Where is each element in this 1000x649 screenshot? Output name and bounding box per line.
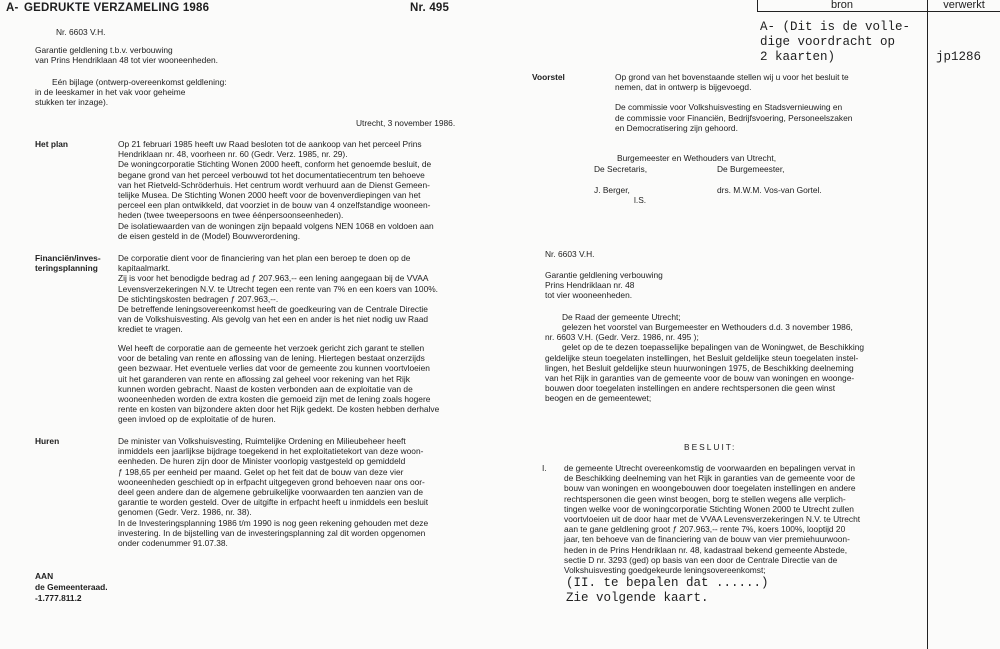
besluit-heading: BESLUIT: — [684, 442, 737, 452]
left-attachment-line: in de leeskamer in het vak voor geheime — [35, 87, 186, 98]
burgemeester-title: De Burgemeester, — [717, 164, 785, 174]
body-line: Hendriklaan nr. 48, voorheen nr. 60 (Gedr. Verz. 1985, nr. 29). — [118, 149, 348, 160]
left-subject-line: Garantie geldlening t.b.v. verbouwing — [35, 45, 173, 55]
body-line: ƒ 198,65 per eenheid per maand. Gelet op het feit dat de bouw van deze vier — [118, 466, 404, 477]
left-attachment-line: Eén bijlage (ontwerp-overeenkomst geldlening: — [52, 77, 227, 87]
stamp-note-line: dige voordracht op — [760, 35, 896, 49]
body-line: rente en kosten van bijzondere akten door het Rijk gedekt. De kosten hebben derhalve — [118, 404, 440, 415]
section-body-het-plan — [118, 139, 434, 241]
body-line: deel geen andere dan de algemene gebruikelijke voorwaarden ten aanzien van de — [118, 487, 423, 498]
body-line: de gemeente Utrecht overeenkomstig de voorwaarden en bepalingen vervat in — [564, 463, 855, 473]
body-line: onder codenummer 91.07.38. — [118, 538, 228, 549]
body-line: wooneenheden worden de extra kosten die gemoeid zijn met de lening zoals hogere — [118, 394, 431, 405]
body-line: uit het garanderen van rente en aflossing zal geheel voor rekening van het Rijk — [118, 373, 410, 384]
body-line: geldelijke steun toegelaten instellingen, het Besluit geldelijke steun toegelaten instel- — [545, 352, 859, 363]
stamp-column-line — [927, 0, 928, 649]
secretaris-sub: l.S. — [634, 195, 647, 205]
body-line: de Beschikking deelneming van het Rijk in garanties van de gemeente voor de — [564, 473, 855, 484]
body-line: Op grond van het bovenstaande stellen wij u voor het besluit te — [615, 72, 849, 82]
body-line: van het Rietveld-Schröderhuis. Het centrum wordt verhuurd aan de Dienst Gemeen- — [118, 179, 430, 190]
typed-line: Zie volgende kaart. — [566, 591, 709, 605]
body-line: lingen, het Besluit geldelijke steun huurwoningen 1975, de Beschikking deelneming — [545, 362, 854, 373]
stamp-code: jp1286 — [936, 50, 982, 64]
header-number: Nr. 495 — [410, 2, 450, 14]
body-line: kunnen worden gebracht. Naast de kosten verbonden aan de exploitatie van de — [118, 383, 413, 394]
body-line: heden (twee tweepersoons en twee éénpersoonseenheden). — [118, 210, 344, 221]
body-line: Levensverzekeringen N.V. te Utrecht tegen een rente van 7% en een koers van 100%. — [118, 283, 439, 294]
body-line: sectie D nr. 3293 (ged) op basis van een door de Centrale Directie van de — [564, 554, 838, 565]
body-line: De commissie voor Volkshuisvesting en Stadsvernieuwing en — [615, 102, 843, 113]
body-line: geen bezwaar. Het eventuele verlies dat voor de gemeente zou kunnen voortvloeien — [118, 363, 430, 374]
body-line: geen invloed op de exploitatie of de huren. — [118, 414, 276, 425]
body-line: kapitaalmarkt. — [118, 263, 171, 274]
typed-line: (II. te bepalen dat ......) — [566, 576, 769, 590]
right-subject — [545, 270, 663, 301]
left-subject-line: van Prins Hendriklaan 48 tot vier wooneenheden. — [35, 55, 218, 66]
body-line: investering. In de bijstelling van de investeringsplanning zal dit worden opgenomen — [118, 527, 426, 538]
right-reference: Nr. 6603 V.H. — [545, 249, 595, 259]
body-line: krediet te vragen. — [118, 324, 183, 335]
addressee-line: -1.777.811.2 — [35, 593, 82, 603]
section-body-huren — [118, 436, 428, 548]
stamp-col-bron: bron — [830, 0, 854, 11]
body-line: gelet op de te dezen toepasselijke bepalingen van de Woningwet, de Beschikking — [562, 342, 865, 353]
burgemeester-name: drs. M.W.M. Vos-van Gortel. — [717, 185, 822, 195]
body-line: tingen welke voor de woningcorporatie Stichting Wonen 2000 te Utrecht zullen — [564, 503, 854, 514]
secretaris-name: J. Berger, — [594, 185, 630, 195]
signoff: Burgemeester en Wethouders van Utrecht, — [617, 153, 777, 163]
body-line: heden in de Prins Hendriklaan nr. 48, kadastraal bekend gemeente Abstede, — [564, 544, 848, 555]
body-line: voor de betaling van rente en aflossing van de lening. Hiertegen bestaat onzerzijds — [118, 353, 425, 364]
body-line: In de Investeringsplanning 1986 t/m 1990 is nog geen rekening gehouden met deze — [118, 517, 429, 528]
body-line: beogen en de gemeentewet; — [545, 393, 652, 404]
header-title: GEDRUKTE VERZAMELING 1986 — [24, 2, 210, 14]
body-line: van het Rijk in garanties van de gemeente voor de bouw van woningen en woonge- — [545, 373, 855, 384]
section-label-financien — [35, 253, 101, 273]
body-line: en Democratisering zijn gehoord. — [615, 122, 738, 133]
right-subject-line: tot vier wooneenheden. — [545, 290, 633, 301]
body-line: De woningcorporatie Stichting Wonen 2000 heeft, conform het genoemde besluit, de — [118, 159, 432, 170]
body-line: rechtspersonen die geen winst beogen, borg te stellen wegens alle verplich- — [564, 493, 846, 504]
body-line: De corporatie dient voor de financiering van het plan een beroep te doen op de — [118, 253, 411, 263]
body-line: wooneenheden geschiedt op in erfpacht uitgegeven grond behoeven naar ons oor- — [118, 476, 425, 487]
addressee — [35, 571, 108, 604]
stamp-note-line: 2 kaarten) — [760, 50, 836, 64]
body-line: Op 21 februari 1985 heeft uw Raad besloten tot de aankoop van het perceel Prins — [118, 139, 422, 149]
right-subject-line: Prins Hendriklaan nr. 48 — [545, 280, 635, 291]
body-line: eenheden. De huren zijn door de Minister voorlopig vastgesteld op gemiddeld — [118, 456, 406, 467]
raad-heading: De Raad der gemeente Utrecht; — [562, 312, 681, 322]
body-line: garantie te worden gesteld. Over de uitgifte in erfpacht heeft u inmiddels een besluit — [118, 497, 429, 508]
body-line: aan te gane geldlening groot ƒ 207.963,-- rente 7%, koers 100%, looptijd 20 — [564, 524, 846, 535]
body-line: gelezen het voorstel van Burgemeester en Wethouders d.d. 3 november 1986, — [562, 322, 853, 332]
label-line: Financiën/inves- — [35, 253, 101, 263]
addressee-line: de Gemeenteraad. — [35, 582, 108, 592]
section-body-financien — [118, 253, 438, 335]
left-attachment-line: stukken ter inzage). — [35, 97, 109, 108]
body-line: Volkshuisvesting goedgekeurde leningsovereenkomst; — [564, 565, 766, 576]
secretaris-title: De Secretaris, — [594, 164, 648, 174]
left-attachment — [35, 77, 227, 108]
voorstel-body — [615, 72, 852, 133]
body-line: van de Volkshuisvesting. Als gevolg van het een en ander is het niet nodig uw Raad — [118, 314, 429, 325]
stamp-note — [760, 20, 910, 65]
section-label-huren: Huren — [35, 436, 60, 446]
left-subject — [35, 45, 218, 65]
body-line: voortvloeien uit de door haar met de VVAA Levensverzekeringen N.V. te Utrecht — [564, 514, 861, 525]
item-number: I. — [542, 463, 547, 473]
body-line: De minister van Volkshuisvesting, Ruimtelijke Ordening en Milieubeheer heeft — [118, 436, 406, 446]
stamp-note-line: A- (Dit is de volle- — [760, 20, 911, 34]
body-line: perceel een plan ontwikkeld, dat voorziet in de bouw van 4 onzelfstandige wooneen- — [118, 200, 431, 211]
header-prefix: A- — [6, 2, 19, 14]
body-line: begane grond van het perceel verbouwd tot het documentatiecentrum ten behoeve — [118, 169, 425, 180]
label-line: teringsplanning — [35, 263, 98, 274]
right-subject-line: Garantie geldlening verbouwing — [545, 270, 663, 280]
body-line: bouw van woningen en woongebouwen door toegelaten instellingen en andere — [564, 483, 856, 494]
preamble — [545, 322, 864, 404]
left-reference: Nr. 6603 V.H. — [56, 27, 106, 37]
body-line: De stichtingskosten bedragen ƒ 207.963,--. — [118, 293, 279, 304]
body-line: genomen (Gedr. Verz. 1986, nr. 38). — [118, 507, 252, 518]
body-line: nemen, dat in ontwerp is bijgevoegd. — [615, 82, 752, 93]
voorstel-label: Voorstel — [532, 72, 565, 82]
body-line: de commissie voor Financiën, Bedrijfsvoering, Personeelszaken — [615, 112, 853, 123]
body-line: Wel heeft de corporatie aan de gemeente het verzoek gericht zich garant te stellen — [118, 343, 425, 353]
body-line: De betreffende leningsovereenkomst heeft de goedkeuring van de Centrale Directie — [118, 304, 428, 315]
section-body-financien-2 — [118, 343, 439, 425]
section-label-het-plan: Het plan — [35, 139, 69, 149]
body-line: nr. 6603 V.H. (Gedr. Verz. 1986, nr. 495 ); — [545, 332, 699, 343]
body-line: bouwen door toegelaten instellingen en andere rechtspersonen die geen winst — [545, 383, 836, 394]
addressee-line: AAN — [35, 571, 54, 581]
stamp-divider — [757, 11, 1000, 12]
body-line: Zij is voor het benodigde bedrag ad ƒ 207.963,-- een lening aangegaan bij de VVAA — [118, 273, 429, 284]
stamp-col-verwerkt: verwerkt — [943, 0, 985, 11]
body-line: telijke Musea. De Stichting Wonen 2000 heeft voor de bovenverdiepingen van het — [118, 190, 421, 201]
body-line: inmiddels een jaarlijkse bijdrage toegekend in het exploitatietekort van deze woon- — [118, 446, 424, 457]
item-body — [564, 463, 860, 575]
typed-continuation — [566, 576, 769, 606]
body-line: De isolatiewaarden van de woningen zijn bepaald volgens NEN 1068 en voldoen aan — [118, 220, 434, 231]
body-line: de eisen gesteld in de (Model) Bouwverordening. — [118, 230, 301, 241]
body-line: jaar, ten behoeve van de financiering van de bouw van vier premiehuurwoon- — [564, 534, 850, 545]
left-date: Utrecht, 3 november 1986. — [356, 118, 456, 128]
